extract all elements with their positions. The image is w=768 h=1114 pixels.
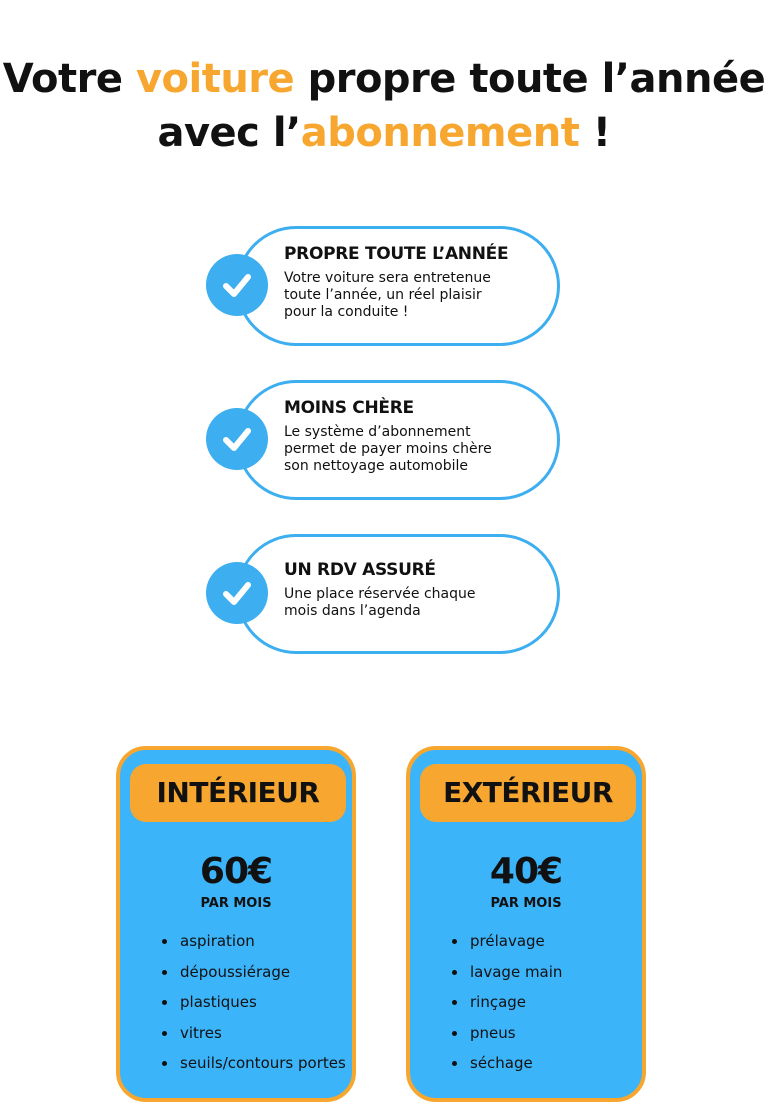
list-item: • prélavage — [468, 926, 562, 957]
title-part: ! — [579, 110, 611, 156]
feature-description: Votre voiture sera entretenue toute l’année, un réel plaisir pour la conduite ! — [284, 270, 491, 320]
list-item: • dépoussiérage — [178, 957, 346, 988]
list-item: • lavage main — [468, 957, 562, 988]
check-icon — [206, 408, 268, 470]
title-accent-voiture: voiture — [135, 56, 295, 102]
feature-description: Le système d’abonnement permet de payer moins chère son nettoyage automobile — [284, 424, 492, 474]
title-accent-abonnement: abonnement — [300, 110, 580, 156]
list-item: • séchage — [468, 1048, 562, 1079]
list-item: • pneus — [468, 1018, 562, 1049]
plan-name: EXTÉRIEUR — [420, 764, 636, 822]
list-item: • rinçage — [468, 987, 562, 1018]
feature-title: MOINS CHÈRE — [284, 398, 414, 418]
title-part: propre toute l’année — [294, 56, 766, 102]
feature-propre — [206, 226, 560, 344]
check-icon — [206, 254, 268, 316]
feature-title: PROPRE TOUTE L’ANNÉE — [284, 244, 509, 264]
feature-description: Une place réservée chaque mois dans l’agenda — [284, 586, 476, 619]
plan-features-list — [448, 926, 562, 1079]
title-part: avec l’ — [157, 110, 301, 156]
plan-price: 60€ — [199, 851, 273, 892]
feature-moins-chere — [206, 380, 560, 498]
plan-price: 40€ — [489, 851, 563, 892]
plan-card-exterieur — [406, 746, 646, 1102]
feature-title: UN RDV ASSURÉ — [284, 560, 436, 580]
title-part: Votre — [2, 56, 136, 102]
feature-rdv-assure — [206, 534, 560, 652]
plan-card-interieur — [116, 746, 356, 1102]
list-item: • vitres — [178, 1018, 346, 1049]
check-icon — [206, 562, 268, 624]
plan-features-list — [158, 926, 346, 1079]
plan-period: PAR MOIS — [490, 896, 562, 911]
plan-period: PAR MOIS — [200, 896, 272, 911]
page-title — [0, 52, 768, 160]
list-item: • seuils/contours portes — [178, 1048, 346, 1079]
plan-name: INTÉRIEUR — [130, 764, 346, 822]
list-item: • aspiration — [178, 926, 346, 957]
list-item: • plastiques — [178, 987, 346, 1018]
